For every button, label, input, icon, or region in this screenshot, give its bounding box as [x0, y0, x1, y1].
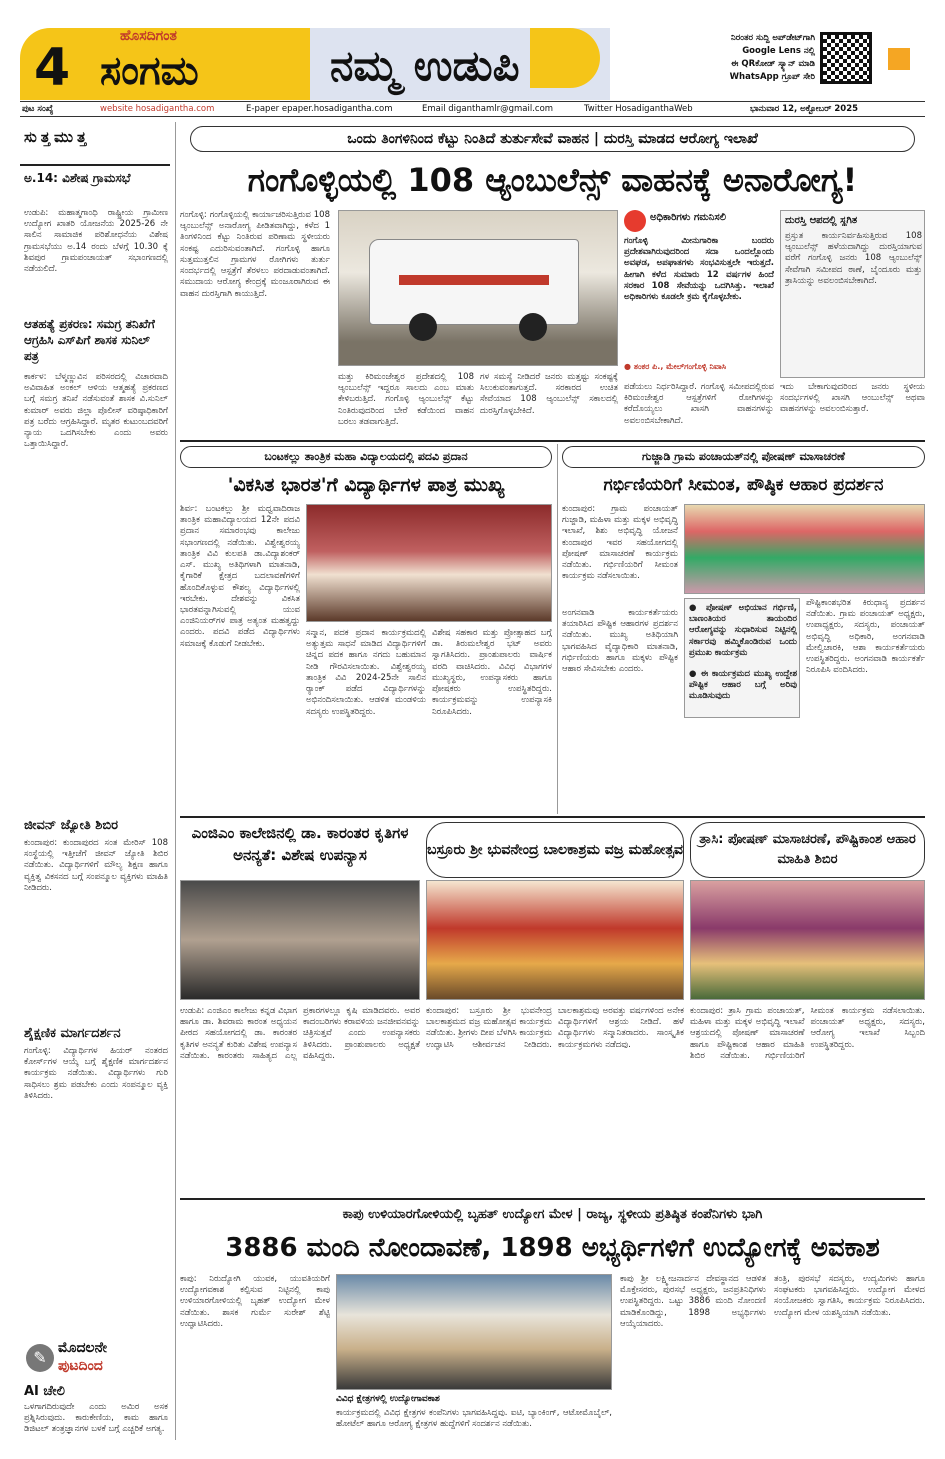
corner-sub: ಪುಟದಿಂದ [58, 1358, 103, 1374]
side-box-title: ದುರಸ್ತಿ ಆಪದಲ್ಲಿ ಸ್ಥಗಿತ [785, 215, 858, 226]
lead-side-box [780, 210, 925, 378]
promo-line: Google Lens ನಲ್ಲಿ [742, 46, 815, 56]
trasi-headline: ತ್ರಾಸಿ: ಪೋಷಣ್ ಮಾಸಾಚರಣೆ, ಪೌಷ್ಟಿಕಾಂಶ ಆಹಾರ ಮಾಹಿತಿ ಶಿಬಿರ [690, 822, 925, 878]
trasi-story [690, 820, 925, 1196]
basrur-photo [426, 880, 684, 1000]
sidebar-item-title: ಶೈಕ್ಷಣಿಕ ಮಾರ್ಗದರ್ಶನ [24, 1026, 121, 1041]
lead-body: ಇದು ಬೇಕಾಗುವುದರಿಂದ ಜನರು ಸ್ಥಳೀಯ ಸಂದರ್ಭಗಳಲ್ಲಿ ಖಾಸಗಿ ಆಂಬುಲೆನ್ಸ್ ಅಥವಾ ವಾಹನಗಳನ್ನು ಅವಲಂಬಿಸುತ್ತಾರೆ. [780, 382, 925, 415]
job-body: ಕಾಪು ಶ್ರೀ ಲಕ್ಷ್ಮೀಜನಾರ್ದನ ದೇವಸ್ಥಾನದ ಆಡಳಿತ ಮೊಕ್ತೇಸರರು, ಪುರಸಭೆ ಅಧ್ಯಕ್ಷರು, ಜನಪ್ರತಿನಿಧಿಗಳು ಉಪಸ್ಥಿತರಿದ್ದರು. ಒಟ್ಟು 3886 ಮಂದಿ ನೋಂದಣಿ ಮಾಡಿಕೊಂಡಿದ್ದು, 1898 ಅಭ್ಯರ್ಥಿಗಳು ಆಯ್ಕೆಯಾದರು. [620, 1274, 766, 1329]
quote-body: ಗಂಗೊಳ್ಳಿ ಮೀನುಗಾರಿಕಾ ಬಂದರು ಪ್ರದೇಶವಾಗಿರುವುದರಿಂದ ಸದಾ ಒಂದಲ್ಲೊಂದು ಅವಘಡ, ಅಪಘಾತಗಳು ಸಂಭವಿಸುತ್ತಲೇ ಇರುತ್ತದೆ. ಹೀಗಾಗಿ ಕಳೆದ ಸುಮಾರು 12 ವರ್ಷಗಳ ಹಿಂದೆ ಸರಕಾರ 108 ಸೇವೆಯನ್ನು ಒದಗಿಸಿತ್ತು. ಇಲಾಖೆ ಅಧಿಕಾರಿಗಳು ಕೂಡಲೇ ಕ್ರಮ ಕೈಗೊಳ್ಳಬೇಕು. [624, 236, 774, 303]
info-epaper[interactable]: E-paper epaper.hosadigantha.com [246, 104, 393, 114]
masthead [20, 18, 925, 100]
grad-body: ವಿಶೇಷ ಸಹಕಾರ ಮತ್ತು ಪ್ರೋತ್ಸಾಹದ ಬಗ್ಗೆ ಡಾ. ತಿರುಮಲೇಶ್ವರ ಭಟ್ ಅವರು ಸ್ವಾಗತಿಸಿದರು. ಪ್ರಾಂಶುಪಾಲರು ವಾರ್ಷಿಕ ವರದಿ ವಾಚಿಸಿದರು. ವಿವಿಧ ವಿಭಾಗಗಳ ಮುಖ್ಯಸ್ಥರು, ಉಪನ್ಯಾಸಕರು ಹಾಗೂ ಪೋಷಕರು ಉಪಸ್ಥಿತರಿದ್ದರು. ಕಾರ್ಯಕ್ರಮವನ್ನು ಉಪನ್ಯಾಸಕಿ ನಿರೂಪಿಸಿದರು. [432, 628, 552, 717]
poshan-body: ಅಂಗನವಾಡಿ ಕಾರ್ಯಕರ್ತೆಯರು ತಯಾರಿಸಿದ ಪೌಷ್ಟಿಕ ಆಹಾರಗಳ ಪ್ರದರ್ಶನ ನಡೆಯಿತು. ಮುಖ್ಯ ಅತಿಥಿಯಾಗಿ ಭಾಗವಹಿಸಿದ ವೈದ್ಯಾಧಿಕಾರಿ ಮಾತನಾಡಿ, ಗರ್ಭಿಣಿಯರು ಹಾಗೂ ಮಕ್ಕಳು ಪೌಷ್ಟಿಕ ಆಹಾರ ಸೇವಿಸಬೇಕು ಎಂದರು. [562, 608, 678, 675]
lead-body: ಪಡೆಯಲು ನಿರ್ಧರಿಸಿದ್ದಾರೆ. ಗಂಗೊಳ್ಳಿ ಸಮೀಪದಲ್ಲಿರುವ ಕಿರಿಮಂಜೇಶ್ವರ ಆಸ್ಪತ್ರೆಗಳಿಗೆ ರೋಗಿಗಳನ್ನು ಕರೆದೊಯ್ಯಲು ಖಾಸಗಿ ವಾಹನಗಳನ್ನು ಅವಲಂಬಿಸಬೇಕಾಗಿದೆ. [624, 382, 774, 426]
ambulance-stripe [399, 275, 549, 285]
job-fair-photo [336, 1274, 612, 1390]
trasi-photo [690, 880, 925, 1000]
info-bar [20, 101, 925, 117]
fact-1: ● ಪೋಷಣ್ ಅಭಿಯಾನ ಗರ್ಭಿಣಿ, ಬಾಣಂತಿಯರ ತಾಯಂದಿರ ಆರೋಗ್ಯವನ್ನು ಸುಧಾರಿಸುವ ನಿಟ್ಟಿನಲ್ಲಿ ಸರ್ಕಾರವು ಹಮ್ಮಿಕೊಂಡಿರುವ ಒಂದು ಪ್ರಮುಖ ಕಾರ್ಯಕ್ರಮ [689, 603, 797, 658]
poshan-photo [684, 504, 925, 594]
quote-icon [624, 210, 646, 232]
lead-quote-box [624, 210, 774, 378]
poshan-body: ಕುಂದಾಪುರ: ಗ್ರಾಮ ಪಂಚಾಯತ್ ಗುಜ್ಜಾಡಿ, ಮಹಿಳಾ ಮತ್ತು ಮಕ್ಕಳ ಅಭಿವೃದ್ಧಿ ಇಲಾಖೆ, ಶಿಶು ಅಭಿವೃದ್ಧಿ ಯೋಜನೆ ಕುಂದಾಪುರ ಇವರ ಸಹಯೋಗದಲ್ಲಿ ಪೋಷಣ್ ಮಾಸಾಚರಣೆ ಕಾರ್ಯಕ್ರಮ ನಡೆಯಿತು. ಗರ್ಭಿಣಿಯರಿಗೆ ಸೀಮಂತ ಕಾರ್ಯಕ್ರಮ ನಡೆಸಲಾಯಿತು. [562, 504, 678, 582]
grad-headline: 'ವಿಕಸಿತ ಭಾರತ'ಗೆ ವಿದ್ಯಾರ್ಥಿಗಳ ಪಾತ್ರ ಮುಖ್ಯ [227, 474, 505, 496]
sidebar-item-title: ಆತಹತ್ಯೆ ಪ್ರಕರಣ: ಸಮಗ್ರ ತನಿಖೆಗೆ ಆಗ್ರಹಿಸಿ ಎಸ್‌ಪಿಗೆ ಶಾಸಕ ಸುನಿಲ್ ಪತ್ರ [24, 317, 155, 363]
corner-title: ಮೊದಲನೇ [58, 1340, 107, 1356]
karanth-headline: ಎಂಜಿಎಂ ಕಾಲೇಜಿನಲ್ಲಿ ಡಾ. ಕಾರಂತರ ಕೃತಿಗಳ ಅನನ್ಯತೆ: ವಿಶೇಷ ಉಪನ್ಯಾಸ [191, 824, 409, 864]
edition-title: ನಮ್ಮ ಉಡುಪಿ [330, 41, 520, 90]
grad-kicker: ಬಂಟಕಲ್ಲು ತಾಂತ್ರಿಕ ಮಹಾ ವಿದ್ಯಾಲಯದಲ್ಲಿ ಪದವಿ ಪ್ರದಾನ [180, 446, 552, 468]
brand-top: ಹೊಸದಿಗಂತ [120, 28, 177, 44]
graduation-photo [306, 504, 552, 622]
sidebar-divider [175, 122, 176, 1440]
sidebar-item-body: ಗಂಗೊಳ್ಳಿ: ವಿದ್ಯಾರ್ಥಿಗಳ ಹಿಯರ್ ನಂತರದ ಕೋರ್ಸ್‌ಗಳ ಆಯ್ಕೆ ಬಗ್ಗೆ ಶೈಕ್ಷಣಿಕ ಮಾರ್ಗದರ್ಶನ ಕಾರ್ಯಕ್ರಮ ನಡೆಯಿತು. ವಿದ್ಯಾರ್ಥಿಗಳು ಗುರಿ ಸಾಧಿಸಲು ಶ್ರಮ ಪಡಬೇಕು ಎಂದು ಸಂಪನ್ಮೂಲ ವ್ಯಕ್ತಿ ತಿಳಿಸಿದರು. [24, 1046, 168, 1101]
graduation-story [180, 444, 552, 814]
corner-item-title: AI ಚೇಲಿ [24, 1384, 65, 1399]
promo-line: WhatsApp ಗ್ರೂಪ್ ಸೇರಿ [729, 72, 815, 82]
poshan-story [562, 444, 925, 814]
quote-sign: ● ತಂಕರ ಪಿ., ಮೇಲ್‌ಗಂಗೊಳ್ಳಿ ನಿವಾಸಿ [624, 362, 727, 371]
sidebar-item-body: ಕಾರ್ಕಳ: ಬೆಳ್ಮಣ್ಣುವಿನ ಪರಿಸರದಲ್ಲಿ ವಿಚಾರವಾದಿ ಅವಿವಾಹಿತ ಅಂಕಲ್ ಆಳಿಯ ಆತ್ಮಹತ್ಯೆ ಪ್ರಕರಣದ ಬಗ್ಗೆ ಸಮಗ್ರ ತನಿಖೆ ನಡೆಸುವಂತೆ ಶಾಸಕ ವಿ.ಸುನಿಲ್ ಕುಮಾರ್ ಅವರು ಜಿಲ್ಲಾ ಪೊಲೀಸ್ ವರಿಷ್ಠಾಧಿಕಾರಿಗೆ ಪತ್ರ ಬರೆದು ಆಗ್ರಹಿಸಿದ್ದಾರೆ. ಮೃತರ ಕುಟುಂಬದವರಿಗೆ ನ್ಯಾಯ ಒದಗಿಸಬೇಕು ಎಂದು ಅವರು ಒತ್ತಾಯಿಸಿದ್ದಾರೆ. [24, 372, 168, 450]
lead-kicker: ಒಂದು ತಿಂಗಳಿನಿಂದ ಕೆಟ್ಟು ನಿಂತಿದೆ ತುರ್ತುಸೇವೆ ವಾಹನ | ದುರಸ್ತಿ ಮಾಡದ ಆರೋಗ್ಯ ಇಲಾಖೆ [190, 126, 915, 152]
karanth-story [180, 820, 420, 1196]
divider [180, 816, 925, 818]
job-fair-story [180, 1202, 925, 1440]
basrur-story [426, 820, 684, 1196]
poshan-fact-box [684, 598, 800, 718]
lead-body: ಗಳ ಸಮಸ್ಯೆ ನೀಡಿದರೆ ಜನರು ಮತ್ತಷ್ಟು ಸಂಕಷ್ಟಕ್ಕೆ ಸಿಲುಕುವಂತಾಗುತ್ತದೆ. ಸರಕಾರದ ಉಚಿತ ಸೇವೆಯಾದ 108 ಆ್ಯಂಬುಲೆನ್ಸ್ ಸಕಾಲದಲ್ಲಿ ದುರಸ್ತಿಗೊಳ್ಳಬೇಕಿದೆ. [480, 372, 618, 416]
sidebar-item-body: ಕುಂದಾಪುರ: ಕುಂದಾಪುರದ ಸಂತ ಮೇರಿಸ್ 108 ಸಂಸ್ಥೆಯಲ್ಲಿ ಇತ್ತೀಚೆಗೆ ಜೀವನ್ ಜ್ಯೋತಿ ಶಿಬಿರ ನಡೆಯಿತು. ವಿದ್ಯಾರ್ಥಿಗಳಿಗೆ ಮೌಲ್ಯ ಶಿಕ್ಷಣ ಹಾಗೂ ವ್ಯಕ್ತಿತ್ವ ವಿಕಸನದ ಬಗ್ಗೆ ಸಂಪನ್ಮೂಲ ವ್ಯಕ್ತಿಗಳು ಮಾಹಿತಿ ನೀಡಿದರು. [24, 838, 168, 893]
qr-promo [650, 32, 815, 84]
ambulance-wheel [519, 313, 547, 341]
karanth-body: ಉಡುಪಿ: ಎಂಜಿಎಂ ಕಾಲೇಜು ಕನ್ನಡ ವಿಭಾಗ ಹಾಗೂ ಡಾ. ಶಿವರಾಮ ಕಾರಂತ ಅಧ್ಯಯನ ಪೀಠದ ಸಹಯೋಗದಲ್ಲಿ ಡಾ. ಕಾರಂತರ ಕೃತಿಗಳ ಅನನ್ಯತೆ ಕುರಿತು ವಿಶೇಷ ಉಪನ್ಯಾಸ ನಡೆಯಿತು. ಕಾರಂತರು ಸಾಹಿತ್ಯದ ಎಲ್ಲ ಪ್ರಕಾರಗಳಲ್ಲೂ ಕೃಷಿ ಮಾಡಿದವರು. ಅವರ ಕಾದಂಬರಿಗಳು ಕರಾವಳಿಯ ಜನಜೀವನವನ್ನು ಚಿತ್ರಿಸುತ್ತವೆ ಎಂದು ಉಪನ್ಯಾಸಕರು ತಿಳಿಸಿದರು. ಪ್ರಾಂಶುಪಾಲರು ಅಧ್ಯಕ್ಷತೆ ವಹಿಸಿದ್ದರು. [180, 1006, 420, 1061]
grad-body: ಶಿರ್ವ: ಬಂಟಕಲ್ಲು ಶ್ರೀ ಮಧ್ವವಾದಿರಾಜ ತಾಂತ್ರಿಕ ಮಹಾವಿದ್ಯಾಲಯದ 12ನೇ ಪದವಿ ಪ್ರದಾನ ಸಮಾರಂಭವು ಕಾಲೇಜು ಸಭಾಂಗಣದಲ್ಲಿ ನಡೆಯಿತು. ವಿಶ್ವೇಶ್ವರಯ್ಯ ತಾಂತ್ರಿಕ ವಿವಿ ಕುಲಪತಿ ಡಾ.ವಿದ್ಯಾಶಂಕರ್ ಎಸ್. ಮುಖ್ಯ ಅತಿಥಿಗಳಾಗಿ ಮಾತನಾಡಿ, ಕೈಗಾರಿಕೆ ಕ್ಷೇತ್ರದ ಬದಲಾವಣೆಗಳಿಗೆ ಹೊಂದಿಕೊಳ್ಳುವ ಕೌಶಲ್ಯ ವಿದ್ಯಾರ್ಥಿಗಳಲ್ಲಿ ಇರಬೇಕು. ದೇಶವನ್ನು ವಿಕಸಿತ ಭಾರತವನ್ನಾಗಿಸುವಲ್ಲಿ ಯುವ ಎಂಜಿನಿಯರ್‌ಗಳ ಪಾತ್ರ ಅತ್ಯಂತ ಮಹತ್ವದ್ದು ಎಂದರು. ಪದವಿ ಪಡೆದ ವಿದ್ಯಾರ್ಥಿಗಳು ಸಮಾಜಕ್ಕೆ ಕೊಡುಗೆ ನೀಡಬೇಕು. [180, 504, 300, 649]
basrur-body: ಕುಂದಾಪುರ: ಬಸ್ರೂರು ಶ್ರೀ ಭುವನೇಂದ್ರ ಬಾಲಕಾಶ್ರಮದ ವಜ್ರ ಮಹೋತ್ಸವ ಕಾರ್ಯಕ್ರಮ ನಡೆಯಿತು. ಶ್ರೀಗಳು ದೀಪ ಬೆಳಗಿಸಿ ಕಾರ್ಯಕ್ರಮ ಉದ್ಘಾಟಿಸಿ ಆಶೀರ್ವಚನ ನೀಡಿದರು. ಬಾಲಕಾಶ್ರಮವು ಅರವತ್ತು ವರ್ಷಗಳಿಂದ ಅನೇಕ ವಿದ್ಯಾರ್ಥಿಗಳಿಗೆ ಆಶ್ರಯ ನೀಡಿದೆ. ಹಳೆ ವಿದ್ಯಾರ್ಥಿಗಳು ಸನ್ಮಾನಿತರಾದರು. ಸಾಂಸ್ಕೃತಿಕ ಕಾರ್ಯಕ್ರಮಗಳು ನಡೆದವು. [426, 1006, 684, 1050]
poshan-kicker: ಗುಜ್ಜಾಡಿ ಗ್ರಾಮ ಪಂಚಾಯತ್‌ನಲ್ಲಿ ಪೋಷಣ್ ಮಾಸಾಚರಣೆ [562, 446, 925, 468]
sidebar-item-title: ಜೀವನ್ ಜ್ಯೋತಿ ಶಿಬಿರ [24, 818, 119, 833]
job-body: ತಂತ್ರಿ, ಪುರಸಭೆ ಸದಸ್ಯರು, ಉದ್ಯಮಿಗಳು ಹಾಗೂ ಸಂಘಟಕರು ಭಾಗವಹಿಸಿದ್ದರು. ಉದ್ಯೋಗ ಮೇಳದ ಸಂಯೋಜಕರು ಸ್ವಾಗತಿಸಿ, ಕಾರ್ಯಕ್ರಮ ನಿರೂಪಿಸಿದರು. ಉದ್ಯೋಗ ಮೇಳ ಯಶಸ್ವಿಯಾಗಿ ನಡೆಯಿತು. [774, 1274, 925, 1318]
info-website[interactable]: website hosadigantha.com [100, 104, 215, 114]
sidebar-rule [20, 164, 170, 166]
lead-body: ಮತ್ತು ಕಿರಿಮಂಜೇಶ್ವರ ಪ್ರದೇಶದಲ್ಲಿ 108 ಆ್ಯಂಬುಲೆನ್ಸ್ ಇದ್ದರೂ ಸಾಲದು ಎಂಬ ಮಾತು ಕೇಳಿಬರುತ್ತಿದೆ. ಗಂಗೊಳ್ಳಿ ಆ್ಯಂಬುಲೆನ್ಸ್ ಕೆಟ್ಟು ನಿಂತಿರುವುದರಿಂದ ಬೇರೆ ಕಡೆಯಿಂದ ವಾಹನ ಬರಲು ತಡವಾಗುತ್ತಿದೆ. [338, 372, 474, 427]
pen-icon: ✎ [26, 1344, 54, 1372]
accent-square [888, 48, 910, 70]
side-box-body: ಪ್ರಸ್ತುತ ಕಾರ್ಯನಿರ್ವಹಿಸುತ್ತಿರುವ 108 ಆ್ಯಂಬುಲೆನ್ಸ್ ಹಳೆಯದಾಗಿದ್ದು ದುರಸ್ತಿಯಾಗುವ ವರೆಗೆ ಗಂಗೊಳ್ಳಿ ಜನರು 108 ಆ್ಯಂಬುಲೆನ್ಸ್ ಸೇವೆಗಾಗಿ ಸಮೀಪದ ಠಾಣೆ, ಬೈಂದೂರು ಮತ್ತು ತ್ರಾಸಿಯನ್ನು ಅವಲಂಬಿಸಬೇಕಾಗಿದೆ. [785, 231, 922, 286]
info-twitter[interactable]: Twitter HosadiganthaWeb [584, 104, 693, 114]
poshan-body: ಪೌಷ್ಟಿಕಾಂಶಭರಿತ ಕಿರುಧಾನ್ಯ ಪ್ರದರ್ಶನ ನಡೆಯಿತು. ಗ್ರಾಮ ಪಂಚಾಯತ್ ಅಧ್ಯಕ್ಷರು, ಉಪಾಧ್ಯಕ್ಷರು, ಸದಸ್ಯರು, ಪಂಚಾಯತ್ ಅಭಿವೃದ್ಧಿ ಅಧಿಕಾರಿ, ಅಂಗನವಾಡಿ ಮೇಲ್ವಿಚಾರಕಿ, ಆಶಾ ಕಾರ್ಯಕರ್ತೆಯರು ಉಪಸ್ಥಿತರಿದ್ದರು. ಅಂಗನವಾಡಿ ಕಾರ್ಯಕರ್ತೆ ನಿರೂಪಿಸಿ ವಂದಿಸಿದರು. [806, 598, 925, 676]
page-number: 4 [34, 38, 71, 98]
grad-body: ಸನ್ಮಾನ, ಪದಕ ಪ್ರದಾನ ಕಾರ್ಯಕ್ರಮದಲ್ಲಿ ಅತ್ಯುತ್ತಮ ಸಾಧನೆ ಮಾಡಿದ ವಿದ್ಯಾರ್ಥಿಗಳಿಗೆ ಚಿನ್ನದ ಪದಕ ಹಾಗೂ ನಗದು ಬಹುಮಾನ ನೀಡಿ ಗೌರವಿಸಲಾಯಿತು. ವಿಶ್ವೇಶ್ವರಯ್ಯ ತಾಂತ್ರಿಕ ವಿವಿ 2024-25ನೇ ಸಾಲಿನ ರ‍್ಯಾಂಕ್ ಪಡೆದ ವಿದ್ಯಾರ್ಥಿಗಳನ್ನು ಅಭಿನಂದಿಸಲಾಯಿತು. ಆಡಳಿತ ಮಂಡಳಿಯ ಸದಸ್ಯರು ಉಪಸ್ಥಿತರಿದ್ದರು. [306, 628, 426, 717]
basrur-headline: ಬಸ್ರೂರು ಶ್ರೀ ಭುವನೇಂದ್ರ ಬಾಲಕಾಶ್ರಮ ವಜ್ರ ಮಹೋತ್ಸವ [426, 822, 684, 878]
brand-main: ಸಂಗಮ [100, 48, 199, 94]
job-kicker: ಕಾಪು ಉಳಿಯಾರಗೋಳಿಯಲ್ಲಿ ಬೃಹತ್ ಉದ್ಯೋಗ ಮೇಳ | ರಾಜ್ಯ, ಸ್ಥಳೀಯ ಪ್ರತಿಷ್ಠಿತ ಕಂಪೆನಿಗಳು ಭಾಗಿ [342, 1207, 763, 1222]
ambulance-photo [338, 210, 618, 366]
job-photo-caption: ವಿವಿಧ ಕ್ಷೇತ್ರಗಳಲ್ಲಿ ಉದ್ಯೋಗಾವಕಾಶ [336, 1394, 440, 1404]
sidebar-header: ಸುತ್ತಮುತ್ತ [24, 128, 91, 146]
job-headline: 3886 ಮಂದಿ ನೋಂದಾವಣೆ, 1898 ಅಭ್ಯರ್ಥಿಗಳಿಗೆ ಉದ್ಯೋಗಕ್ಕೆ ಅವಕಾಶ [225, 1233, 880, 1263]
divider [180, 440, 925, 442]
sidebar-item-title: ಅ.14: ವಿಶೇಷ ಗ್ರಾಮಸಭೆ [24, 171, 131, 185]
info-pages: ಪುಟ ಸಂಖ್ಯೆ [22, 104, 54, 114]
info-email[interactable]: Email diganthamlr@gmail.com [422, 104, 554, 114]
promo-line: ನಿರಂತರ ಸುದ್ದಿ ಅಪ್‌ಡೇಟ್‌ಗಾಗಿ [731, 33, 815, 43]
title-circle [530, 28, 600, 88]
lead-headline: ಗಂಗೊಳ್ಳಿಯಲ್ಲಿ 108 ಆ್ಯಂಬುಲೆನ್ಸ್ ವಾಹನಕ್ಕೆ ಅನಾರೋಗ್ಯ! [247, 161, 858, 199]
ambulance-wheel [409, 313, 437, 341]
corner-item-body: ಒಳಗಾಗದಿರುವುದೇ ಎಂದು ಅಮಿರ ಅಸಕ ಪ್ರಶ್ನಿಸಿರುವುದು. ಕಾರುಕೇಣಿಯ, ಕಾಮ ಹಾಗೂ ಡಿಜಿಟಲ್ ತಂತ್ರಜ್ಞಾನಗಳ ಬಳಕೆ ಬಗ್ಗೆ ಎಚ್ಚರಿಕೆ ಅಗತ್ಯ. [24, 1402, 168, 1435]
qr-code-icon[interactable] [820, 32, 872, 84]
sidebar-item-body: ಉಡುಪಿ: ಮಹಾತ್ಮಗಾಂಧಿ ರಾಷ್ಟ್ರೀಯ ಗ್ರಾಮೀಣ ಉದ್ಯೋಗ ಖಾತರಿ ಯೋಜನೆಯ 2025-26 ನೇ ಸಾಲಿನ ಸಾಮಾಜಿಕ ಪರಿಶೋಧನೆಯ ವಿಶೇಷ ಗ್ರಾಮಸಭೆಯು ಅ.14 ರಂದು ಬೆಳಗ್ಗೆ 10.30 ಕ್ಕೆ ಶಿವಪುರ ಗ್ರಾಮಪಂಚಾಯತ್‌ ಸಭಾಂಗಣದಲ್ಲಿ ನಡೆಯಲಿದೆ. [24, 208, 168, 275]
job-body: ಕಾಪು: ನಿರುದ್ಯೋಗಿ ಯುವಕ, ಯುವತಿಯರಿಗೆ ಉದ್ಯೋಗವಕಾಶ ಕಲ್ಪಿಸುವ ನಿಟ್ಟಿನಲ್ಲಿ ಕಾಪು ಉಳಿಯಾರಗೋಳಿಯಲ್ಲಿ ಬೃಹತ್ ಉದ್ಯೋಗ ಮೇಳ ನಡೆಯಿತು. ಶಾಸಕ ಗುರ್ಮೆ ಸುರೇಶ್ ಶೆಟ್ಟಿ ಉದ್ಘಾಟಿಸಿದರು. [180, 1274, 330, 1329]
divider [557, 444, 558, 814]
divider [180, 1198, 925, 1200]
fact-2: ● ಈ ಕಾರ್ಯಕ್ರಮದ ಮುಖ್ಯ ಉದ್ದೇಶ ಪೌಷ್ಟಿಕ ಆಹಾರ ಬಗ್ಗೆ ಅರಿವು ಮೂಡಿಸುವುದು [689, 669, 797, 702]
poshan-headline: ಗರ್ಭಿಣಿಯರಿಗೆ ಸೀಮಂತ, ಪೌಷ್ಠಿಕ ಆಹಾರ ಪ್ರದರ್ಶನ [603, 475, 884, 495]
quote-title: ಅಧಿಕಾರಿಗಳು ಗಮನಿಸಲಿ [650, 212, 727, 223]
info-date: ಭಾನುವಾರ 12, ಅಕ್ಟೋಬರ್ 2025 [750, 104, 859, 114]
lead-body: ಗಂಗೊಳ್ಳಿ: ಗಂಗೊಳ್ಳಿಯಲ್ಲಿ ಕಾರ್ಯಾಚರಿಸುತ್ತಿರುವ 108 ಆ್ಯಂಬುಲೆನ್ಸ್ ಅನಾರೋಗ್ಯ ಪೀಡಿತವಾಗಿದ್ದು, ಕಳೆದ 1 ತಿಂಗಳಿನಿಂದ ಕೆಟ್ಟು ನಿಂತಿರುವ ಪರಿಣಾಮ ಸ್ಥಳೀಯರು ಸಂಕಷ್ಟ ಎದುರಿಸುವಂತಾಗಿದೆ. ಗಂಗೊಳ್ಳಿ ಹಾಗೂ ಸುತ್ತಮುತ್ತಲಿನ ಗ್ರಾಮಗಳ ರೋಗಿಗಳು ತುರ್ತು ಸಂದರ್ಭದಲ್ಲಿ ಆಸ್ಪತ್ರೆಗೆ ತೆರಳಲು ಪರದಾಡುವಂತಾಗಿದೆ. ಸಮುದಾಯ ಆರೋಗ್ಯ ಕೇಂದ್ರಕ್ಕೆ ಮಂಜೂರಾಗಿರುವ ಈ ವಾಹನ ದುರಸ್ತಿಗಾಗಿ ಕಾಯುತ್ತಿದೆ. [180, 210, 330, 299]
trasi-body: ಕುಂದಾಪುರ: ತ್ರಾಸಿ ಗ್ರಾಮ ಪಂಚಾಯತ್, ಮಹಿಳಾ ಮತ್ತು ಮಕ್ಕಳ ಅಭಿವೃದ್ಧಿ ಇಲಾಖೆ ಆಶ್ರಯದಲ್ಲಿ ಪೋಷಣ್ ಮಾಸಾಚರಣೆ ಹಾಗೂ ಪೌಷ್ಟಿಕಾಂಶ ಆಹಾರ ಮಾಹಿತಿ ಶಿಬಿರ ನಡೆಯಿತು. ಗರ್ಭಿಣಿಯರಿಗೆ ಸೀಮಂತ ಕಾರ್ಯಕ್ರಮ ನಡೆಸಲಾಯಿತು. ಪಂಚಾಯತ್ ಅಧ್ಯಕ್ಷರು, ಸದಸ್ಯರು, ಆರೋಗ್ಯ ಇಲಾಖೆ ಸಿಬ್ಬಂದಿ ಉಪಸ್ಥಿತರಿದ್ದರು. [690, 1006, 925, 1061]
karanth-photo [180, 880, 420, 1000]
promo-line: ಈ QRಕೋಡ್ ಸ್ಕ್ಯಾನ್ ಮಾಡಿ [731, 59, 815, 69]
sidebar [20, 122, 170, 1440]
job-body: ಕಾರ್ಯಕ್ರಮದಲ್ಲಿ ವಿವಿಧ ಕ್ಷೇತ್ರಗಳ ಕಂಪೆನಿಗಳು ಭಾಗವಹಿಸಿದ್ದವು. ಐಟಿ, ಬ್ಯಾಂಕಿಂಗ್, ಆಟೋಮೊಬೈಲ್, ಹೋಟೆಲ್ ಹಾಗೂ ಆರೋಗ್ಯ ಕ್ಷೇತ್ರಗಳ ಹುದ್ದೆಗಳಿಗೆ ಸಂದರ್ಶನ ನಡೆಯಿತು. [336, 1408, 612, 1430]
lead-story [180, 122, 925, 438]
